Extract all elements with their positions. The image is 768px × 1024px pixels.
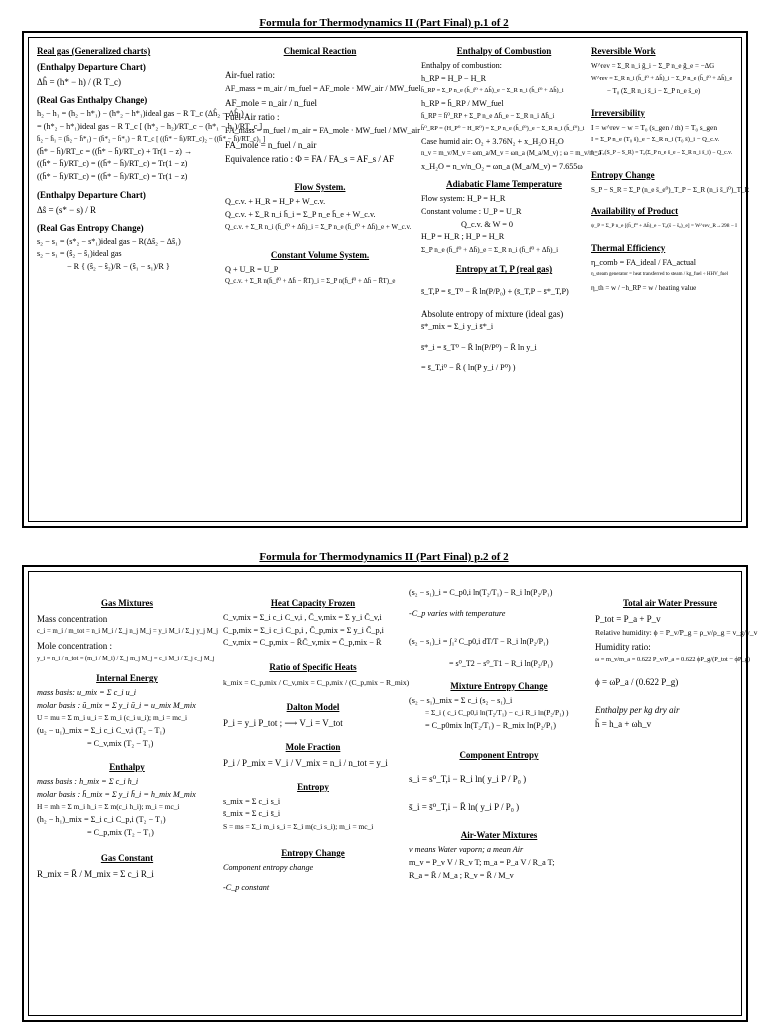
page2-frame: [28, 571, 758, 1016]
air-water-title: Air-Water Mixtures: [460, 830, 538, 841]
entropy-line: − R { (ŝ₂ − ŝ₂)/R − (ŝ₁ − s₁)/R }: [67, 261, 170, 271]
entropy-component-line: = s⁰_T2 − s⁰_T1 − R_i ln(P₂/P₁): [449, 658, 553, 668]
availability-line: ψ_P = Σ_P n_e [(h̄_f⁰ + Δh̄)_e − T₀(s̄ − s̄₀)_e] = W^rev_R→298 − I: [591, 223, 737, 230]
entropy-change-title: Entropy Change: [591, 169, 655, 180]
mixture-entropy-line: (s₂ − s₁)_mix = Σ c_i (s₂ − s₁)_i: [409, 695, 513, 705]
heat-capacity-line: C_p,mix = Σ_i c_i C_p,i , C̄_p,mix = Σ y_i C̄_p,i: [223, 625, 384, 635]
entropy-tp-line: s̄*_i = s̄_T⁰ − R̄ ln(P/P⁰) − R̄ ln y_i: [421, 342, 537, 352]
mixture-entropy-line: = C_p0mix ln(T₂/T₁) − R_mix ln(P₂/P₁): [425, 720, 556, 730]
reversible-line: W^rev = Σ_R n_i (h̄_f⁰ + Δh̄)_i − Σ_P n_e (h̄_f⁰ + Δh̄)_e: [591, 74, 733, 82]
mixture-entropy-title: Mixture Entropy Change: [450, 680, 548, 691]
enthalpy-line: h̄₂ − h̄₁ = (h̄₂ − h̄*₁) − (h̄*₂ − h̄*₁) − R̄ T_c [ ((h̄* − h̄)/RT_c)₂ − ((h̄* − h̄)/RT_c)₁ ]: [37, 135, 266, 144]
component-entropy-line: s_i = s⁰_T,i − R_i ln( y_i P / P₀ ): [409, 774, 527, 785]
adiabatic-line: Q_c.v. & W = 0: [461, 219, 513, 229]
real-gas-entropy-title: (Real Gas Entropy Change): [37, 222, 144, 233]
reversible-line: W^rev = Σ_R n_i ḡ_i − Σ_P n_e ḡ_e = −ΔG: [591, 62, 715, 70]
efficiency-line: η_comb = FA_ideal / FA_actual: [591, 257, 697, 267]
page2-col2: [223, 578, 410, 895]
constant-volume-title: Constant Volume System.: [270, 249, 370, 260]
mixtures-line: c_i = m_i / m_tot = n_i M_i / Σ_j n_j M_j = y_i M_i / Σ_j y_j M_j: [37, 628, 219, 635]
entropy-line: s̄_mix = Σ c_i s̄_i: [223, 809, 281, 819]
flow-line: Q_c.v. + Σ_R n_i (h̄_f⁰ + Δh̄)_i = Σ_P n_e (h̄_f⁰ + Δh̄)_e + W_c.v.: [225, 223, 412, 232]
page1-sheet: [22, 31, 748, 528]
real-gas-heading: Real gas (Generalized charts): [37, 46, 151, 56]
page2-col4: [595, 578, 758, 731]
phi-line: ϕ = ωP_a / (0.622 P_g): [595, 676, 679, 687]
irreversibility-line: I = T₀(S_P − S_R) = T₀(Σ_P n_e s̄_e − Σ_R n_i s̄_i) − Q_c.v.: [591, 149, 733, 156]
entropy-change-title: Entropy Change: [281, 847, 345, 858]
irreversibility-line: I = w^rev − w = T₀ (s_gen / ṁ) = T₀ s_gen: [591, 122, 718, 132]
humidity-line: Relative humidity: ϕ = P_v/P_g = ρ_v/ρ_g = v_g/v_v: [595, 628, 758, 637]
dalton-line: P_i = y_i P_tot ; ⟶ V_i = V_tot: [223, 717, 343, 728]
component-entropy-line: s̄_i = s̄⁰_T,i − R̄ ln( y_i P / P₀ ): [409, 802, 520, 813]
adiabatic-line: Flow system: H_P = H_R: [421, 194, 506, 204]
enthalpy-line: (h̄* − h̄)/RT_c = ((h̄* − h̄)/RT_c) + Tr(1 − z) →: [37, 146, 193, 156]
entropy-tp-title: Entropy at T, P (real gas): [455, 264, 553, 275]
mole-fraction-title: Mole Fraction: [285, 741, 341, 752]
page1-col3: [421, 44, 601, 375]
real-gas-enthalpy-title: (Real Gas Enthalpy Change): [37, 95, 148, 105]
enthalpy-title: Enthalpy: [109, 762, 145, 773]
page1-title: Formula for Thermodynamics II (Part Final) p.1 of 2: [259, 17, 509, 29]
entropy-change-line: S_P − S_R = Σ_P (n_e s̄_e⁰)_T_P − Σ_R (n_i s̄_i⁰)_T_R: [591, 185, 750, 194]
internal-line: molar basis : ū_mix = Σ y_i ū_i = u_mix M_mix: [37, 700, 196, 710]
enthalpy-dry-air-line: h̃ = h_a + ωh_v: [595, 718, 652, 729]
page1-col2: [225, 44, 421, 289]
mixtures-line: Mass concentration: [37, 614, 108, 624]
enthalpy-departure-formula: Δĥ = (h* − h) / (R T_c): [37, 77, 122, 87]
entropy-change-line: -C_p constant: [223, 883, 270, 893]
enthalpy-line: = C_p,mix (T₂ − T₁): [87, 827, 154, 837]
page1-col4: [591, 44, 750, 295]
air-fuel-label: Air-fuel ratio:: [225, 70, 276, 80]
entropy-title: Entropy: [297, 781, 329, 792]
enthalpy-line: ((h̄* − h̄)/RT_c) = ((h̄* − h̄)/RT_c) = Tr(1 − z): [37, 171, 188, 181]
internal-line: U = mu = Σ m_i u_i = Σ m_i (c_i u_i); m_i = mc_i: [37, 713, 188, 723]
mixture-entropy-line: = Σ_i ( c_i C_p0,i ln(T₂/T₁) − c_i R_i ln(P₂/P₁) ): [425, 708, 569, 718]
combustion-line: Enthalpy of combustion:: [421, 61, 502, 70]
omega-line: ω = m_v/m_a = 0.622 P_v/P_a = 0.622 ϕP_g/(P_tot − ϕP_g): [595, 656, 750, 663]
page1-frame: [28, 37, 750, 522]
af-line: AF_mole = n_air / n_fuel: [225, 98, 318, 108]
page2-title: Formula for Thermodynamics II (Part Final) p.2 of 2: [259, 551, 509, 563]
entropy-component-line: -C_p varies with temperature: [409, 609, 506, 618]
combustion-title: Enthalpy of Combustion: [456, 46, 552, 56]
combustion-line: h_RP = h̄_RP / MW_fuel: [421, 98, 504, 108]
reversible-work-title: Reversible Work: [591, 46, 656, 56]
availability-title: Availability of Product: [591, 206, 679, 217]
mixtures-line: y_i = n_i / n_tot = (m_i / M_i) / Σ_j m_j M_j = c_i M_i / Σ_j c_j M_j: [37, 654, 215, 662]
efficiency-line: η_steam generator = heat transferred to steam / kg_fuel ÷ HHV_fuel: [591, 272, 729, 278]
ratio-title: Ratio of Specific Heats: [269, 661, 357, 672]
entropy-line: s_mix = Σ c_i s_i: [223, 796, 281, 806]
combustion-line: n_v = m_v/M_v = ωm_a/M_v = ωn_a (M_a/M_v) ; ω = m_v/m_a: [421, 150, 601, 158]
air-water-line: v means Water vaporn; a mean Air: [409, 845, 524, 855]
flow-line: Q_c.v. + Σ_R n_i h̄_i = Σ_P n_e h̄_e + W_c.v.: [225, 209, 376, 219]
combustion-line: x_H₂O = n_v/n_O₂ = ωn_a (M_a/M_v) = 7.655ω: [421, 161, 583, 171]
flow-line: Q_c.v. + H_R = H_P + W_c.v.: [225, 197, 326, 206]
adiabatic-title: Adiabatic Flame Temperature: [446, 179, 562, 190]
internal-line: mass basis: u_mix = Σ c_i u_i: [37, 688, 137, 698]
entropy-tp-line: Absolute entropy of mixture (ideal gas): [421, 308, 564, 319]
mixtures-line: Mole concentration :: [37, 640, 112, 651]
adiabatic-line: Σ_P n_e (h̄_f⁰ + Δh̄)_e = Σ_R n_i (h̄_f⁰ + Δh̄)_i: [421, 245, 559, 254]
dalton-title: Dalton Model: [286, 701, 340, 712]
fa-line: FA_mole = n_fuel / n_air: [225, 140, 317, 150]
fuel-air-label: Fuel-Air ratio :: [225, 112, 280, 122]
internal-line: (u₂ − u₁)_mix = Σ_i c_i C_v,i (T₂ − T₁): [37, 725, 166, 735]
entropy-departure-title: (Enthalpy Departure Chart): [37, 189, 146, 200]
af-line: AF_mass = m_air / m_fuel = AF_mole · MW_air / MW_fuel: [225, 84, 421, 93]
page2-col1: [37, 578, 217, 881]
enthalpy-line: molar basis : h̄_mix = Σ y_i h̄_i = h_mix M_mix: [37, 789, 196, 799]
page2-sheet: [22, 565, 758, 1022]
irreversibility-title: Irreversibility: [591, 107, 645, 118]
air-water-line: R_a = R̄ / M_a ; R_v = R̄ / M_v: [409, 870, 514, 880]
combustion-line: h̄_RP = Σ_P n_e (h̄_f⁰ + Δh̄)_e − Σ_R n_i (h̄_f⁰ + Δh̄)_i: [421, 87, 564, 95]
page2-col3: [409, 578, 589, 882]
thermal-efficiency-title: Thermal Efficiency: [591, 242, 666, 253]
humidity-ratio-label: Humidity ratio:: [595, 642, 651, 652]
entropy-tp-line: = s̄_T,i⁰ − R̄ ( ln(P y_i / P⁰) ): [421, 363, 516, 373]
internal-line: = C_v,mix (T₂ − T₁): [87, 738, 154, 748]
irreversibility-line: I = Σ_P n_e (T₀ s̄)_e − Σ_R n_i (T₀ s̄)_i − Q_c.v.: [591, 136, 720, 144]
entropy-line: S = ms = Σ_i m_i s_i = Σ_i m(c_i s_i); m_i = mc_i: [223, 821, 374, 831]
entropy-line: s₂ − s₁ = (s*₂ − s*₁)ideal gas − R(Δŝ₂ − Δŝ₁): [37, 236, 181, 246]
enthalpy-dry-air-label: Enthalpy per kg dry air: [595, 704, 680, 715]
entropy-component-line: (s₂ − s₁)_i = C_p0,i ln(T₂/T₁) − R_i ln(P₂/P₁): [409, 588, 553, 597]
flow-system-title: Flow System.: [294, 182, 346, 192]
enthalpy-line: = (h*₂ − h*₁)ideal gas − R T_c [ (h*₂ − h₂)/RT_c − (h*₁ − h₁)/RT_c ]: [37, 121, 263, 131]
enthalpy-line: H = mh = Σ m_i h_i = Σ m(c_i h_i); m_i = mc_i: [37, 802, 180, 812]
ratio-line: k_mix = C_p,mix / C_v,mix = C_p,mix / (C_p,mix − R_mix): [223, 677, 410, 687]
entropy-component-line: (s₂ − s₁)_i = ∫₁² C_p0,i dT/T − R_i ln(P₂/P₁): [409, 636, 549, 646]
entropy-tp-line: s̄*_mix = Σ_i y_i s̄*_i: [421, 321, 494, 331]
enthalpy-line: ((h̄* − h̄)/RT_c) = ((h̄* − h̄)/RT_c) = Tr(1 − z): [37, 159, 188, 169]
enthalpy-departure-title: (Enthalpy Departure Chart): [37, 62, 146, 72]
enthalpy-line: (h₂ − h₁)_mix = Σ_i c_i C_p,i (T₂ − T₁): [37, 814, 166, 824]
combustion-line: h̄⁰_RP = (H_P⁰ − H_R⁰) = Σ_P n_e (h̄_f⁰)_e − Σ_R n_i (h̄_f⁰)_i: [421, 124, 585, 132]
enthalpy-line: h₂ − h₁ = (h₂ − h*₁) − (h*₂ − h*₁)ideal gas − R T_c (Δĥ₂ − Δĥ₁): [37, 109, 244, 118]
heat-capacity-title: Heat Capacity Frozen: [270, 598, 356, 608]
adiabatic-line: H_P = H_R ; H_P = H_R: [421, 232, 505, 242]
equivalence-ratio: Equivalence ratio : Φ = FA / FA_s = AF_s / AF: [225, 154, 395, 164]
entropy-tp-line: s̄_T,P = s̄_T⁰ − R̄ ln(P/P₀) + (s̄_T,P − s̄*_T,P): [421, 287, 569, 297]
gas-constant-line: R_mix = R̄ / M_mix = Σ c_i R_i: [37, 869, 154, 880]
total-pressure-title: Total air Water Pressure: [622, 598, 718, 608]
entropy-change-line: Component entropy change: [223, 862, 314, 872]
enthalpy-line: mass basis : h_mix = Σ c_i h_i: [37, 777, 139, 787]
heat-capacity-line: C_v,mix = Σ_i c_i C_v,i , C̄_v,mix = Σ y_i C̄_v,i: [223, 613, 382, 622]
cv-line: Q_c.v. + Σ_R n(h̄_f⁰ + Δh̄ − R̄T)_i = Σ_P n(h̄_f⁰ + Δh̄ − R̄T)_e: [225, 278, 396, 286]
entropy-departure-formula: Δŝ = (s* − s) / R: [37, 204, 96, 215]
fa-line: FA_mass = m_fuel / m_air = FA_mole · MW_fuel / MW_air: [225, 126, 420, 135]
component-entropy-title: Component Entropy: [459, 750, 539, 761]
combustion-line: Case humid air: O₂ + 3.76N₂ + x_H₂O H₂O: [421, 136, 564, 146]
combustion-line: h_RP = H_P − H_R: [421, 73, 487, 83]
mole-fraction-line: P_i / P_mix = V_i / V_mix = n_i / n_tot = y_i: [223, 757, 388, 768]
chemical-reaction-title: Chemical Reaction: [283, 46, 357, 56]
internal-energy-title: Internal Energy: [96, 673, 158, 684]
gas-mixtures-title: Gas Mixtures: [100, 598, 154, 608]
gas-constant-title: Gas Constant: [100, 853, 154, 864]
heat-capacity-line: C_v,mix = C_p,mix − R̄C̄_v,mix = C̄_p,mix − R̄: [223, 638, 382, 648]
air-water-line: m_v = P_v V / R_v T; m_a = P_a V / R_a T;: [409, 857, 555, 867]
combustion-line: h̄_RP = h̄⁰_RP + Σ_P n_e Δh̄_e − Σ_R n_i Δh̄_i: [421, 112, 555, 121]
adiabatic-line: Constant volume : U_P = U_R: [421, 206, 522, 216]
reversible-line: − T₀ (Σ_R n_i s̄_i − Σ_P n_e s̄_e): [607, 87, 701, 96]
cv-line: Q + U_R = U_P: [225, 264, 279, 274]
entropy-line: s₂ − s₁ = (ŝ₂ − ŝ₁)ideal gas: [37, 249, 122, 259]
pressure-line: P_tot = P_a + P_v: [595, 614, 661, 624]
efficiency-line: η_th = w / −h_RP = w / heating value: [591, 283, 697, 292]
